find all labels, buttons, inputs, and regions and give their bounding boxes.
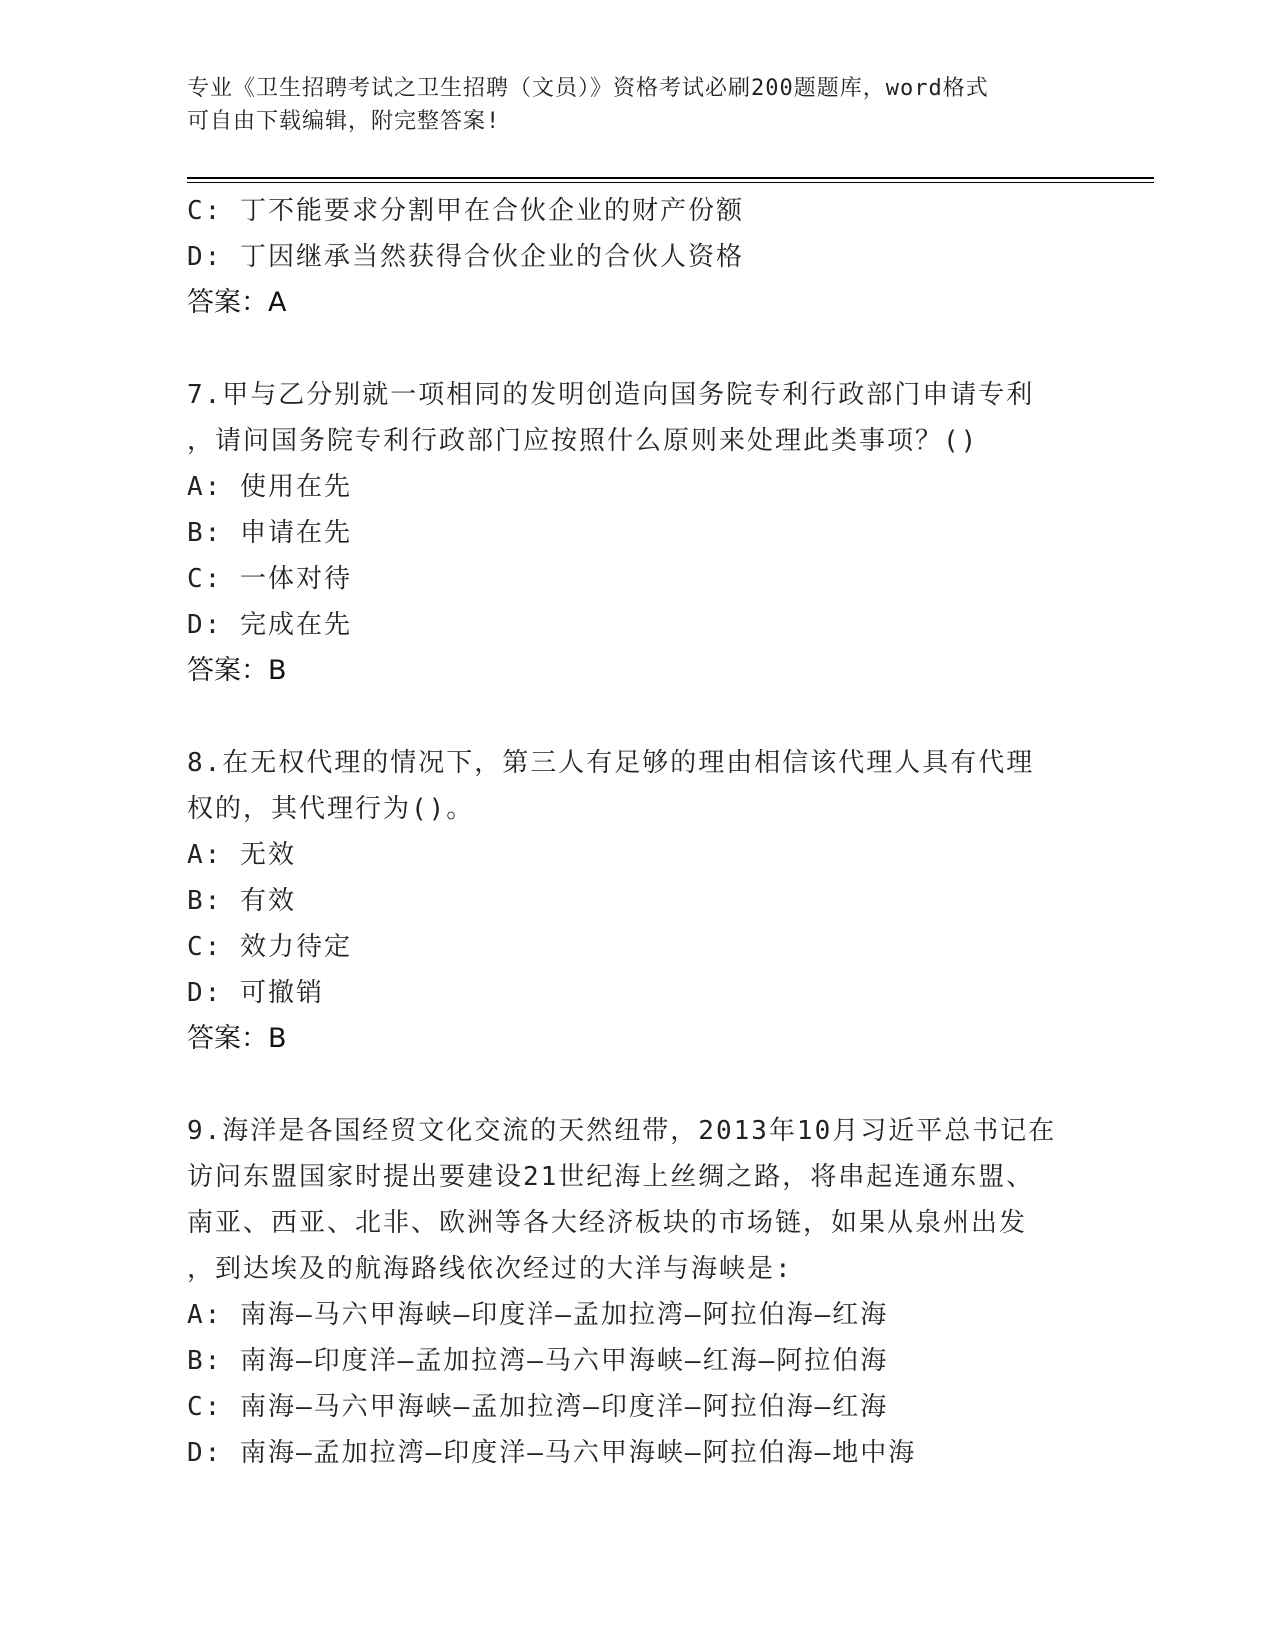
question-9 bbox=[187, 1108, 1087, 1476]
answer-label: 答案：B bbox=[187, 1023, 287, 1054]
option-b: B: 申请在先 bbox=[187, 518, 352, 548]
spacer bbox=[187, 326, 1087, 372]
question-stem: 南亚、西亚、北非、欧洲等各大经济板块的市场链，如果从泉州出发 bbox=[187, 1208, 1028, 1238]
question-8 bbox=[187, 740, 1087, 1062]
question-7 bbox=[187, 372, 1087, 694]
header-title-line-1: 专业《卫生招聘考试之卫生招聘（文员）》资格考试必刷200题题库，word格式 bbox=[187, 76, 989, 101]
option-b: B: 有效 bbox=[187, 886, 296, 916]
question-list bbox=[187, 188, 1087, 1476]
option-b: B: 南海—印度洋—孟加拉湾—马六甲海峡—红海—阿拉伯海 bbox=[187, 1346, 889, 1376]
spacer bbox=[187, 694, 1087, 740]
question-stem: 7.甲与乙分别就一项相同的发明创造向国务院专利行政部门申请专利 bbox=[187, 380, 1035, 410]
document-header bbox=[187, 72, 1087, 138]
question-stem: 8.在无权代理的情况下，第三人有足够的理由相信该代理人具有代理 bbox=[187, 748, 1035, 778]
option-d: D: 完成在先 bbox=[187, 610, 352, 640]
option-a: A: 南海—马六甲海峡—印度洋—孟加拉湾—阿拉伯海—红海 bbox=[187, 1300, 889, 1330]
option-d: D: 丁因继承当然获得合伙企业的合伙人资格 bbox=[187, 242, 744, 272]
question-stem: 访问东盟国家时提出要建设21世纪海上丝绸之路，将串起连通东盟、 bbox=[187, 1162, 1035, 1192]
answer-label: 答案：B bbox=[187, 655, 287, 686]
option-c: C: 南海—马六甲海峡—孟加拉湾—印度洋—阿拉伯海—红海 bbox=[187, 1392, 889, 1422]
option-d: D: 南海—孟加拉湾—印度洋—马六甲海峡—阿拉伯海—地中海 bbox=[187, 1438, 917, 1468]
question-stem: ，请问国务院专利行政部门应按照什么原则来处理此类事项？() bbox=[187, 426, 979, 456]
option-d: D: 可撤销 bbox=[187, 978, 324, 1008]
option-c: C: 效力待定 bbox=[187, 932, 352, 962]
question-stem: 9.海洋是各国经贸文化交流的天然纽带，2013年10月习近平总书记在 bbox=[187, 1116, 1057, 1146]
question-6 bbox=[187, 188, 1087, 326]
option-a: A: 无效 bbox=[187, 840, 296, 870]
header-divider-thin bbox=[187, 182, 1154, 183]
option-a: A: 使用在先 bbox=[187, 472, 352, 502]
header-title-line-2: 可自由下载编辑，附完整答案! bbox=[187, 109, 501, 134]
answer-label: 答案：A bbox=[187, 287, 287, 318]
question-stem: 权的，其代理行为()。 bbox=[187, 794, 475, 824]
option-c: C: 丁不能要求分割甲在合伙企业的财产份额 bbox=[187, 196, 744, 226]
spacer bbox=[187, 1062, 1087, 1108]
question-stem: ，到达埃及的航海路线依次经过的大洋与海峡是: bbox=[187, 1254, 793, 1284]
header-divider-thick bbox=[187, 177, 1154, 179]
option-c: C: 一体对待 bbox=[187, 564, 352, 594]
